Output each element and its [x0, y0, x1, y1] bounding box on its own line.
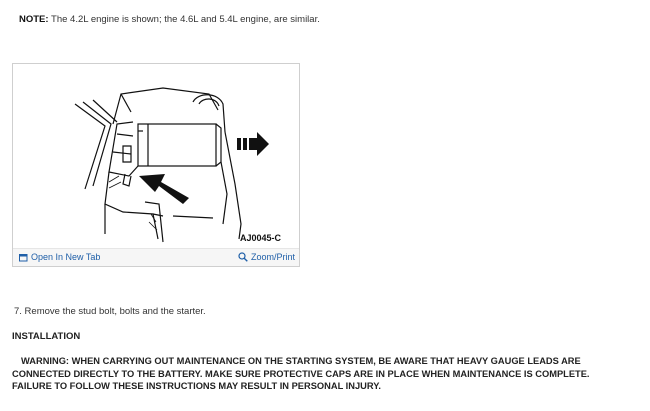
open-in-new-tab-link[interactable] [19, 252, 100, 262]
note-paragraph [19, 14, 320, 25]
installation-heading: INSTALLATION [12, 331, 81, 342]
pointer-arrow [139, 174, 189, 204]
zoom-print-label: Zoom/Print [250, 252, 295, 262]
figure-code: AJ0045-C [240, 233, 282, 243]
starter-illustration [13, 64, 299, 249]
zoom-print-link[interactable] [238, 252, 295, 262]
warning-text: WARNING: WHEN CARRYING OUT MAINTENANCE ON THE STARTING SYSTEM, BE AWARE THAT HEAVY GAUGE LEADS ARE CONNECTED DIRECTLY TO THE BATTERY. MAKE SURE PROTECTIVE CAPS ARE IN PLACE WHEN MAINTENANCE IS COMPLETE. FAILURE TO FOLLOW THESE INSTRUCTIONS MAY RESULT IN PERSONAL INJURY. [12, 356, 590, 391]
figure-container [12, 63, 300, 267]
open-in-new-tab-label: Open In New Tab [31, 252, 101, 262]
magnifier-icon [238, 252, 248, 262]
note-label: NOTE: [19, 14, 49, 25]
step-text: 7. Remove the stud bolt, bolts and the starter. [14, 306, 206, 317]
external-tab-icon [19, 253, 28, 262]
note-text: The 4.2L engine is shown; the 4.6L and 5.4L engine, are similar. [51, 14, 320, 25]
direction-arrow [237, 132, 269, 156]
figure-toolbar [13, 248, 299, 266]
